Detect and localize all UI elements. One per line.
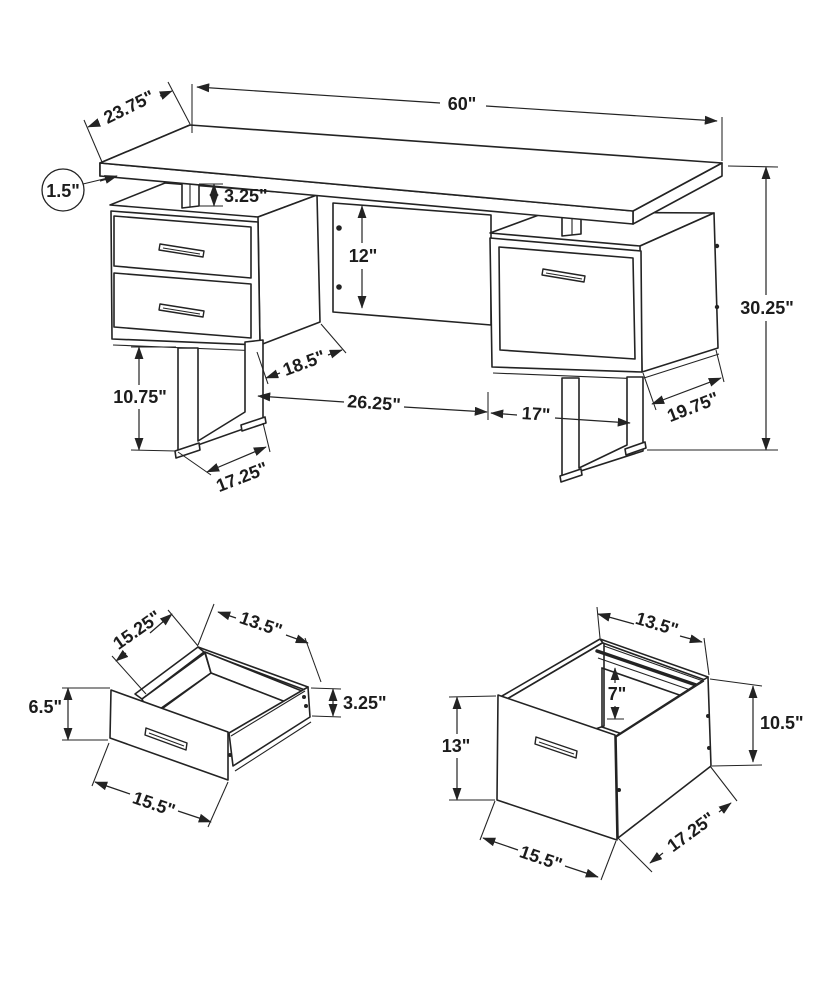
dim-desk-overall-height: 30.25" — [740, 298, 794, 318]
dim-file-drawer-inner-width: 13.5" — [633, 608, 681, 640]
desk-right-leg — [560, 377, 646, 482]
dim-file-drawer-side-height: 10.5" — [760, 713, 804, 733]
screw-icon — [336, 225, 342, 231]
dim-desk-top-gap: 3.25" — [224, 186, 268, 206]
screw-icon — [707, 746, 711, 750]
screw-icon — [715, 244, 719, 248]
dim-desk-leg-opening: 17" — [521, 403, 551, 425]
desk-right-pedestal — [490, 212, 719, 379]
dim-file-drawer-front-height: 13" — [441, 736, 471, 756]
screw-icon — [228, 753, 232, 757]
dim-file-drawer-side-depth: 17.25" — [663, 808, 719, 856]
screw-icon — [304, 704, 308, 708]
dim-file-drawer-front-width: 15.5" — [517, 841, 565, 875]
dim-desk-top-thickness: 1.5" — [46, 181, 80, 201]
dim-small-drawer-front-height: 6.5" — [28, 697, 62, 717]
screw-icon — [617, 788, 621, 792]
dim-desk-knee-clearance: 26.25" — [346, 391, 402, 415]
dim-desk-leg-depth: 17.25" — [213, 458, 271, 496]
desk-drawing — [42, 82, 794, 496]
dim-desk-pedestal-depth: 18.5" — [280, 346, 328, 380]
dim-file-drawer-divider-height: 7" — [607, 684, 627, 704]
desk-left-pedestal — [110, 183, 320, 351]
dim-desk-depth: 23.75" — [100, 86, 158, 128]
dim-small-drawer-side-height: 3.25" — [343, 693, 387, 713]
file-drawer-drawing — [442, 607, 804, 880]
dim-desk-width: 60" — [447, 94, 477, 114]
screw-icon — [715, 305, 719, 309]
dim-small-drawer-back-depth: 15.25" — [109, 606, 165, 654]
small-drawer-drawing — [28, 604, 386, 827]
dim-desk-side-depth: 19.75" — [664, 388, 722, 426]
dim-desk-back-panel-height: 12" — [348, 246, 378, 266]
dim-desk-leg-height: 10.75" — [113, 387, 167, 407]
screw-icon — [336, 284, 342, 290]
dim-small-drawer-front-width: 15.5" — [130, 787, 178, 821]
dim-small-drawer-inner-width: 13.5" — [237, 607, 285, 641]
desk-left-leg — [175, 340, 266, 458]
desk-file-drawer-front — [499, 247, 635, 359]
screw-icon — [706, 714, 710, 718]
desk-bottom-drawer-front — [114, 273, 251, 338]
screw-icon — [302, 695, 306, 699]
